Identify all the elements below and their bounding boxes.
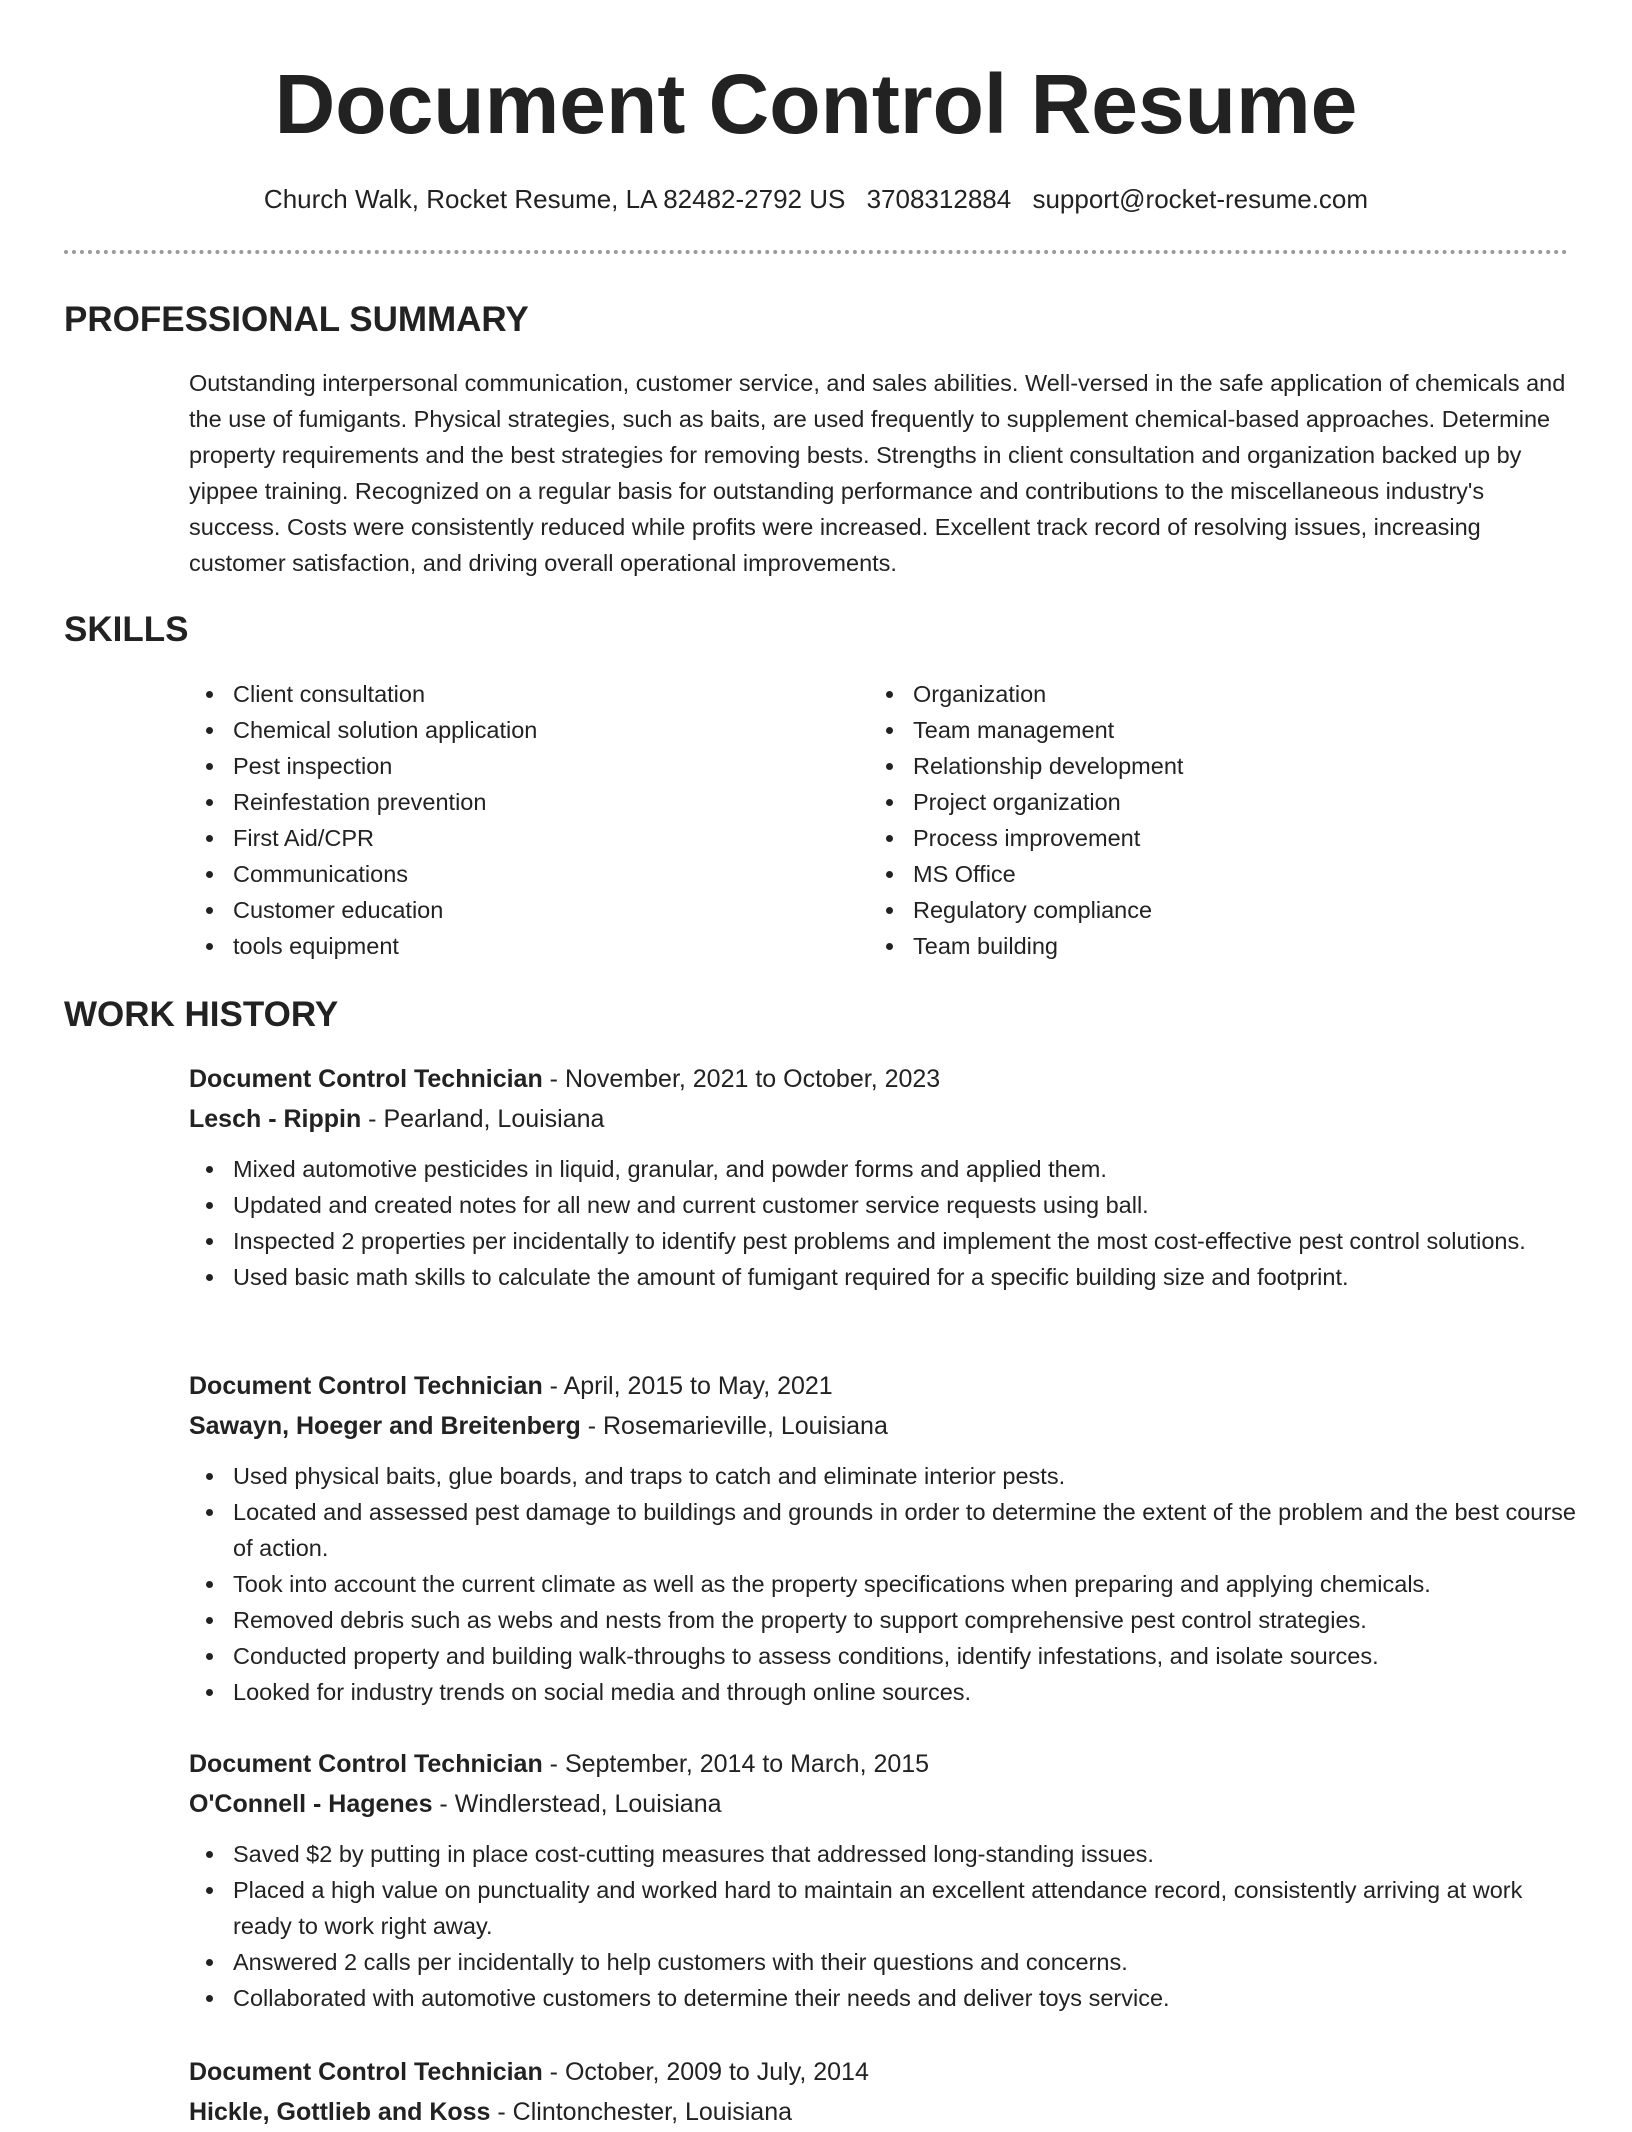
job-title-line <box>189 1059 1579 1099</box>
job-bullet: Conducted property and building walk-throughs to assess conditions, identify infestations, and isolate sources. <box>189 1638 1579 1674</box>
job-dates: - September, 2014 to March, 2015 <box>542 1750 930 1778</box>
skill-item: MS Office <box>869 856 1509 892</box>
job-company-line <box>189 1099 1579 1139</box>
job-company-line <box>189 1784 1579 1824</box>
job-title-line <box>189 2052 1579 2092</box>
job-bullet: Used basic math skills to calculate the amount of fumigant required for a specific building size and footprint. <box>189 1259 1579 1295</box>
contact-address: Church Walk, Rocket Resume, LA 82482-2792 US <box>263 184 846 214</box>
job-bullets <box>189 1151 1579 1295</box>
job-title: Document Control Technician <box>189 1065 543 1093</box>
job-title-line <box>189 1744 1579 1784</box>
resume-name: Document Control Resume <box>274 57 1358 151</box>
skill-item: Pest inspection <box>189 748 829 784</box>
skill-item: Regulatory compliance <box>869 892 1509 928</box>
skill-item: Customer education <box>189 892 829 928</box>
section-title-skills: SKILLS <box>64 610 189 649</box>
job-bullet: Updated and created notes for all new and current customer service requests using ball. <box>189 1187 1579 1223</box>
job-company: Hickle, Gottlieb and Koss <box>189 2098 491 2126</box>
job-bullet: Collaborated with automotive customers to determine their needs and deliver toys service. <box>189 1980 1579 2016</box>
job-bullet: Took into account the current climate as well as the property specifications when preparing and applying chemicals. <box>189 1566 1579 1602</box>
job-company: Lesch - Rippin <box>189 1105 362 1133</box>
job-entry <box>189 2052 1579 2132</box>
skill-item: Project organization <box>869 784 1509 820</box>
header-divider <box>64 250 1568 254</box>
job-bullet: Answered 2 calls per incidentally to help customers with their questions and concerns. <box>189 1944 1579 1980</box>
skill-item: First Aid/CPR <box>189 820 829 856</box>
job-bullet: Removed debris such as webs and nests from the property to support comprehensive pest control strategies. <box>189 1602 1579 1638</box>
job-title: Document Control Technician <box>189 1372 543 1400</box>
job-company: Sawayn, Hoeger and Breitenberg <box>189 1412 581 1440</box>
job-company-line <box>189 1406 1579 1446</box>
job-dates: - October, 2009 to July, 2014 <box>542 2058 869 2086</box>
skill-item: Chemical solution application <box>189 712 829 748</box>
job-title-line <box>189 1366 1579 1406</box>
summary-text: Outstanding interpersonal communication, customer service, and sales abilities. Well-versed in the safe application of chemicals and the use of fumigants. Physical strategies, such as baits, are used frequently to supplement chemical-based approaches. Determine property requirements and the best strategies for removing bests. Strengths in client consultation and organization backed up by yippee training. Recognized on a regular basis for outstanding performance and contributions to the miscellaneous industry's success. Costs were consistently reduced while profits were increased. Excellent track record of resolving issues, increasing customer satisfaction, and driving overall operational improvements. <box>189 370 1566 576</box>
skill-item: Process improvement <box>869 820 1509 856</box>
skill-item: Organization <box>869 676 1509 712</box>
skill-item: Relationship development <box>869 748 1509 784</box>
job-bullet: Inspected 2 properties per incidentally to identify pest problems and implement the most cost-effective pest control solutions. <box>189 1223 1579 1259</box>
skill-item: Reinfestation prevention <box>189 784 829 820</box>
job-bullet: Used physical baits, glue boards, and traps to catch and eliminate interior pests. <box>189 1458 1579 1494</box>
skill-item: tools equipment <box>189 928 829 964</box>
contact-phone: 3708312884 <box>866 184 1012 214</box>
job-title: Document Control Technician <box>189 1750 543 1778</box>
contact-line <box>0 180 1632 218</box>
skill-item: Client consultation <box>189 676 829 712</box>
job-location: - Windlerstead, Louisiana <box>432 1790 722 1818</box>
skill-item: Communications <box>189 856 829 892</box>
job-company-line <box>189 2092 1579 2132</box>
job-bullet: Looked for industry trends on social media and through online sources. <box>189 1674 1579 1710</box>
job-bullet: Mixed automotive pesticides in liquid, granular, and powder forms and applied them. <box>189 1151 1579 1187</box>
contact-email[interactable]: support@rocket-resume.com <box>1032 184 1369 214</box>
section-title-work-history: WORK HISTORY <box>64 995 339 1034</box>
job-company: O'Connell - Hagenes <box>189 1790 433 1818</box>
job-bullets <box>189 1458 1579 1710</box>
job-location: - Rosemarieville, Louisiana <box>580 1412 888 1440</box>
job-entry <box>189 1366 1579 1710</box>
job-location: - Pearland, Louisiana <box>361 1105 605 1133</box>
skills-list-right <box>869 676 1509 964</box>
job-entry <box>189 1744 1579 2016</box>
job-title: Document Control Technician <box>189 2058 543 2086</box>
job-dates: - April, 2015 to May, 2021 <box>542 1372 833 1400</box>
skill-item: Team building <box>869 928 1509 964</box>
job-location: - Clintonchester, Louisiana <box>490 2098 793 2126</box>
skills-list-left <box>189 676 829 964</box>
job-bullet: Saved $2 by putting in place cost-cutting measures that addressed long-standing issues. <box>189 1836 1579 1872</box>
section-title-summary: PROFESSIONAL SUMMARY <box>64 300 529 339</box>
job-dates: - November, 2021 to October, 2023 <box>542 1065 941 1093</box>
job-entry <box>189 1059 1579 1295</box>
job-bullet: Located and assessed pest damage to buildings and grounds in order to determine the extent of the problem and the best course of action. <box>189 1494 1579 1566</box>
skill-item: Team management <box>869 712 1509 748</box>
job-bullets <box>189 1836 1579 2016</box>
job-bullet: Placed a high value on punctuality and worked hard to maintain an excellent attendance record, consistently arriving at work ready to work right away. <box>189 1872 1579 1944</box>
